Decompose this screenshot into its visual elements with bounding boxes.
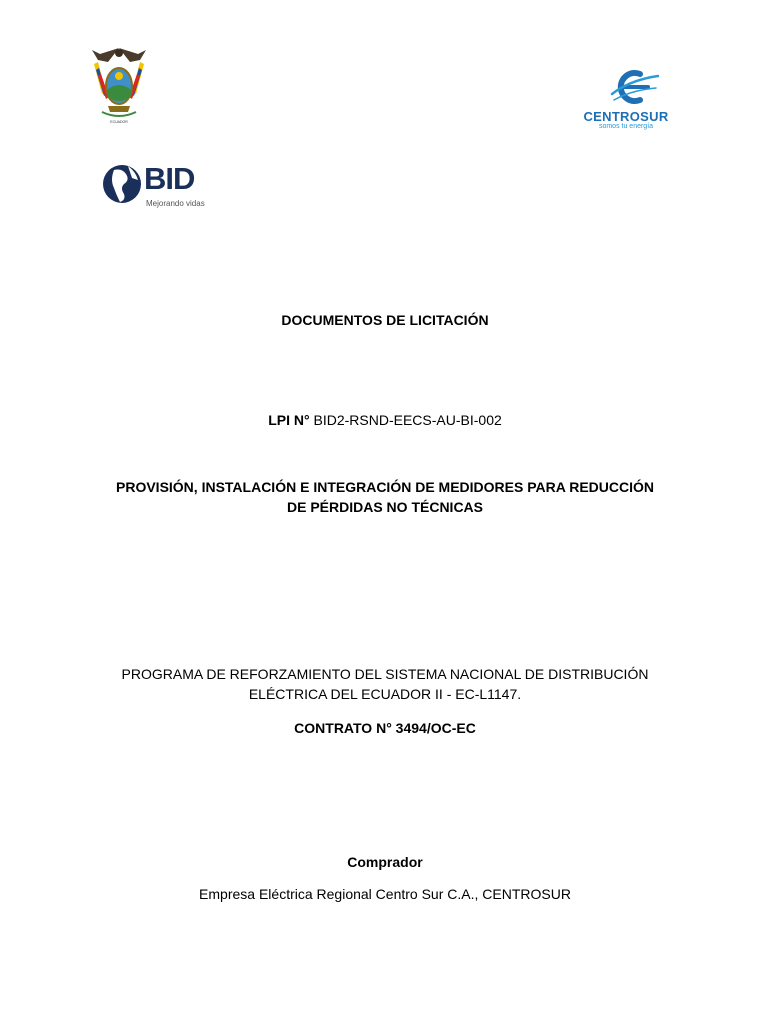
document-title: DOCUMENTOS DE LICITACIÓN — [281, 312, 489, 328]
lpi-line — [40, 410, 730, 430]
lpi-number: BID2-RSND-EECS-AU-BI-002 — [313, 412, 502, 428]
coat-of-arms-caption: ECUADOR — [110, 120, 128, 124]
buyer-label: Comprador — [347, 854, 423, 870]
program-name-line-2: ELÉCTRICA DEL ECUADOR II - EC-L1147. — [248, 686, 522, 702]
procurement-subject-line-1: PROVISIÓN, INSTALACIÓN E INTEGRACIÓN DE MEDIDORES PARA REDUCCIÓN — [116, 479, 654, 495]
procurement-subject — [40, 477, 730, 517]
procurement-subject-line-2: DE PÉRDIDAS NO TÉCNICAS — [286, 499, 484, 515]
lpi-label: LPI N° — [268, 412, 310, 428]
ecuador-coat-of-arms-logo — [88, 44, 150, 128]
program-name — [40, 664, 730, 704]
program-name-line-1: PROGRAMA DE REFORZAMIENTO DEL SISTEMA NACIONAL DE DISTRIBUCIÓN — [121, 666, 649, 682]
bid-logo-name: BID — [144, 161, 195, 196]
centrosur-logo-name: CENTROSUR — [583, 109, 669, 124]
contract-number: CONTRATO N° 3494/OC-EC — [294, 720, 476, 736]
bid-logo-tagline: Mejorando vidas — [146, 199, 205, 208]
buyer-name: Empresa Eléctrica Regional Centro Sur C.A., CENTROSUR — [199, 886, 571, 902]
centrosur-logo-tagline: somos tu energía — [598, 123, 654, 130]
